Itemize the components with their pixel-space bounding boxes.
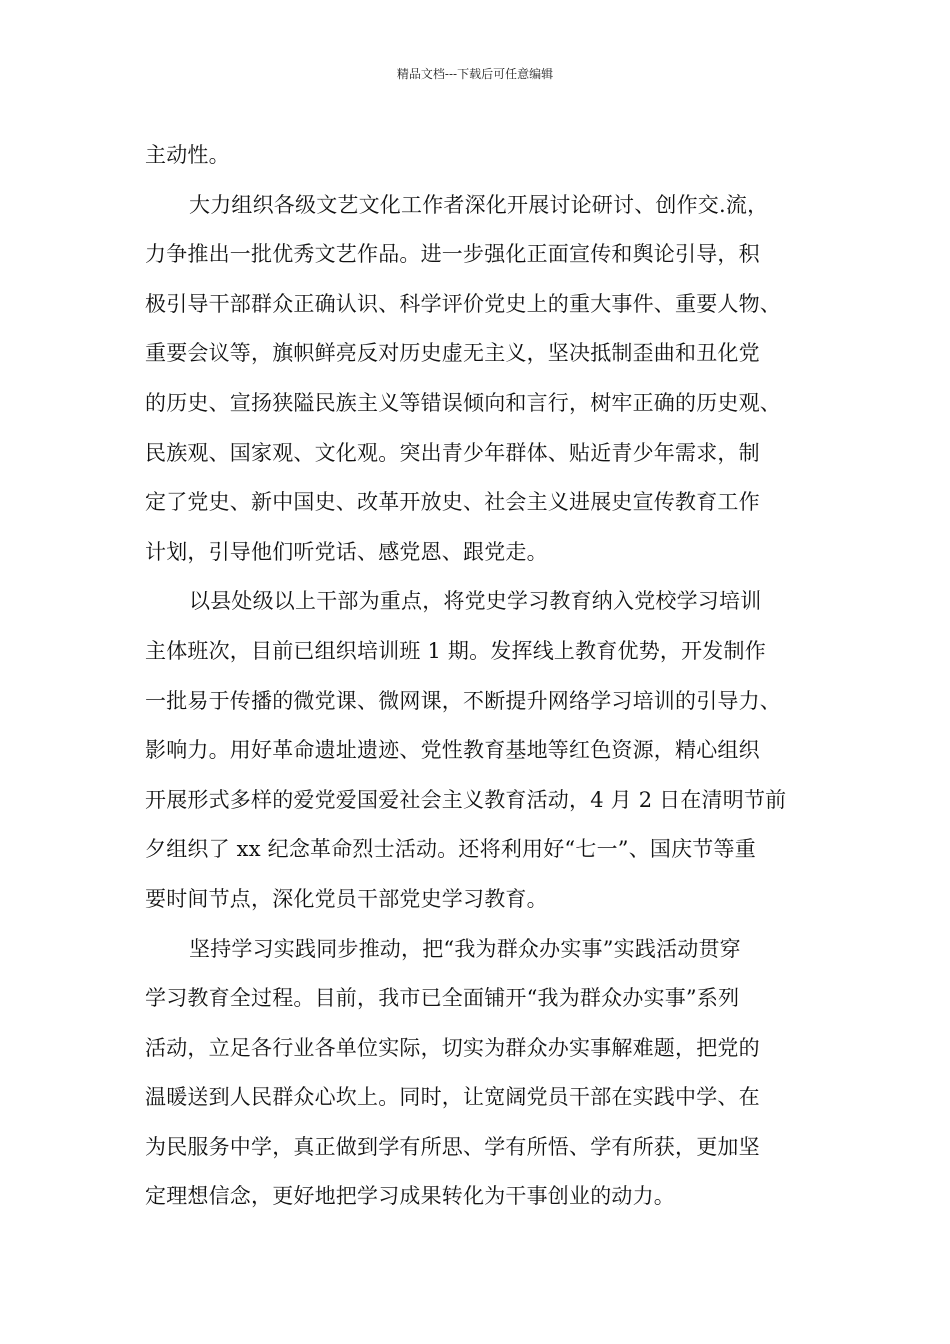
body-text <box>145 131 835 1222</box>
page-header: 精品文档---下载后可任意编辑 <box>396 67 554 81</box>
text-line: 开展形式多样的爱党爱国爱社会主义教育活动，4 月 2 日在清明节前 <box>145 787 787 812</box>
text-line: 一批易于传播的微党课、微网课，不断提升网络学习培训的引导力、 <box>145 688 781 713</box>
text-line: 以县处级以上干部为重点，将党史学习教育纳入党校学习培训 <box>189 589 762 614</box>
text-line: 主动性。 <box>145 143 230 167</box>
text-line: 的历史、宣扬狭隘民族主义等错误倾向和言行，树牢正确的历史观、 <box>145 390 781 415</box>
text-line: 重要会议等，旗帜鲜亮反对历史虚无主义，坚决抵制歪曲和丑化党 <box>145 341 760 366</box>
text-line: 活动，立足各行业各单位实际，切实为群众办实事解难题，把党的 <box>145 1035 760 1060</box>
text-line: 力争推出一批优秀文艺作品。进一步强化正面宣传和舆论引导，积 <box>145 242 760 267</box>
text-line: 要时间节点，深化党员干部党史学习教育。 <box>145 886 548 911</box>
text-line: 学习教育全过程。目前，我市已全面铺开“我为群众办实事”系列 <box>145 986 740 1011</box>
text-line: 主体班次，目前已组织培训班 1 期。发挥线上教育优势，开发制作 <box>145 638 766 663</box>
text-line: 计划，引导他们听党话、感党恩、跟党走。 <box>145 539 548 564</box>
text-line: 极引导干部群众正确认识、科学评价党史上的重大事件、重要人物、 <box>145 291 781 316</box>
text-line: 为民服务中学，真正做到学有所思、学有所悟、学有所获，更加坚 <box>145 1134 760 1159</box>
text-line: 温暖送到人民群众心坎上。同时，让宽阔党员干部在实践中学、在 <box>145 1085 760 1110</box>
text-line: 民族观、国家观、文化观。突出青少年群体、贴近青少年需求，制 <box>145 440 760 465</box>
text-line: 影响力。用好革命遗址遗迹、党性教育基地等红色资源，精心组织 <box>145 738 760 763</box>
text-line: 坚持学习实践同步推动，把“我为群众办实事”实践活动贯穿 <box>189 936 741 961</box>
text-line: 夕组织了 xx 纪念革命烈士活动。还将利用好“七一”、国庆节等重 <box>145 837 756 862</box>
text-line: 大力组织各级文艺文化工作者深化开展讨论研讨、创作交.流， <box>189 192 769 217</box>
text-line: 定理想信念，更好地把学习成果转化为干事创业的动力。 <box>145 1184 675 1209</box>
text-line: 定了党史、新中国史、改革开放史、社会主义进展史宣传教育工作 <box>145 490 760 515</box>
